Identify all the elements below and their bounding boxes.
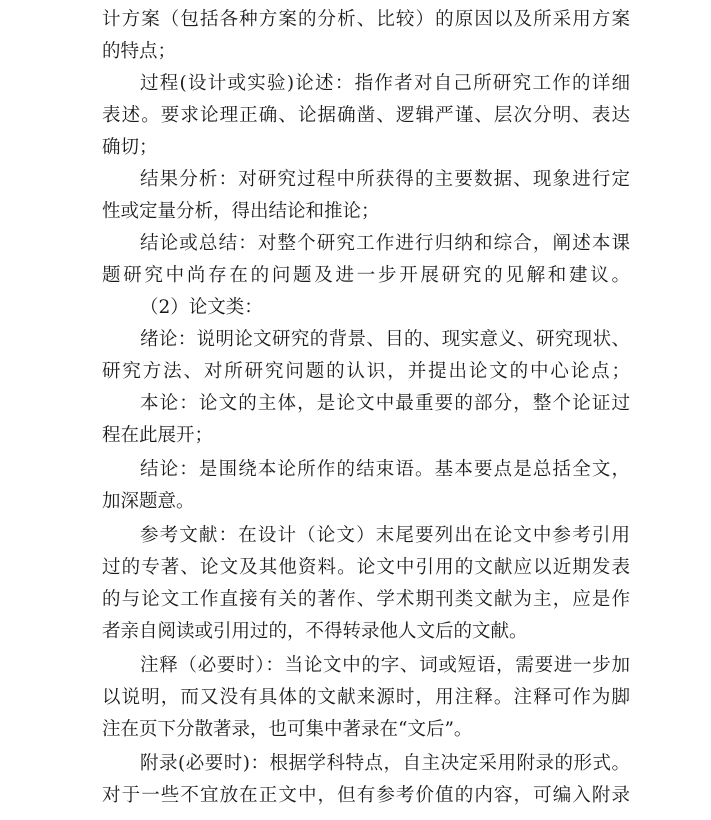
text-line-5: 确切； xyxy=(102,137,158,158)
text-line-3: 过程(设计或实验)论述：指作者对自己所研究工作的详细 xyxy=(140,73,630,94)
text-line-4: 表述。要求论理正确、论据确凿、逻辑严谨、层次分明、表达 xyxy=(102,105,630,126)
text-line-17: 参考文献：在设计（论文）末尾要列出在论文中参考引用 xyxy=(140,525,630,546)
text-line-19: 的与论文工作直接有关的著作、学术期刊类文献为主，应是作 xyxy=(102,589,630,610)
text-line-20: 者亲自阅读或引用过的，不得转录他人文后的文献。 xyxy=(102,621,528,642)
text-line-1: 计方案（包括各种方案的分析、比较）的原因以及所采用方案 xyxy=(102,9,630,30)
text-line-7: 性或定量分析，得出结论和推论； xyxy=(102,201,380,222)
text-line-25: 对于一些不宜放在正文中，但有参考价值的内容，可编入附录 xyxy=(102,785,630,806)
text-line-6: 结果分析：对研究过程中所获得的主要数据、现象进行定 xyxy=(140,169,630,190)
text-line-18: 过的专著、论文及其他资料。论文中引用的文献应以近期发表 xyxy=(102,557,630,578)
text-line-14: 程在此展开； xyxy=(102,425,214,446)
section-heading-thesis: （2）论文类： xyxy=(140,297,263,318)
text-line-15: 结论：是围绕本论所作的结束语。基本要点是总括全文， xyxy=(140,459,630,480)
text-line-2: 的特点； xyxy=(102,41,177,62)
text-line-23: 注在页下分散著录，也可集中著录在“文后”。 xyxy=(102,719,473,740)
text-line-16: 加深题意。 xyxy=(102,491,195,512)
text-line-13: 本论：论文的主体，是论文中最重要的部分，整个论证过 xyxy=(140,393,630,414)
text-line-12: 研究方法、对所研究问题的认识，并提出论文的中心论点； xyxy=(102,361,630,382)
text-line-11: 绪论：说明论文研究的背景、目的、现实意义、研究现状、 xyxy=(140,329,630,350)
text-line-21: 注释（必要时）：当论文中的字、词或短语，需要进一步加 xyxy=(140,655,630,676)
text-line-8: 结论或总结：对整个研究工作进行归纳和综合，阐述本课 xyxy=(140,233,630,254)
text-line-9: 题研究中尚存在的问题及进一步开展研究的见解和建议。 xyxy=(102,265,630,286)
text-line-22: 以说明，而又没有具体的文献来源时，用注释。注释可作为脚 xyxy=(102,687,630,708)
text-line-24: 附录(必要时)：根据学科特点，自主决定采用附录的形式。 xyxy=(140,753,630,774)
